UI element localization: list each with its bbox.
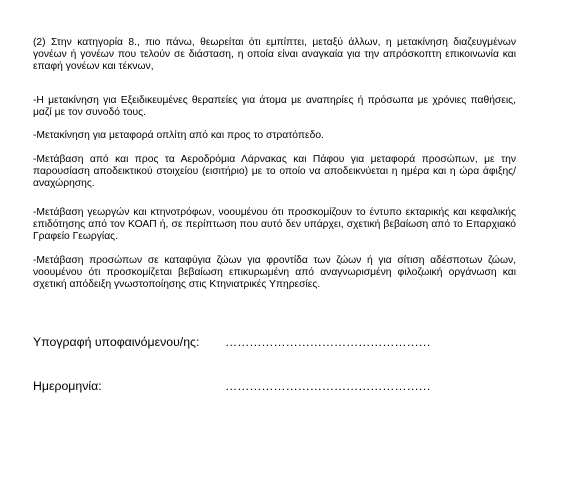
- date-field[interactable]: ……………………………………………: [225, 379, 431, 393]
- signature-field[interactable]: ……………………………………………: [225, 335, 431, 349]
- date-row: [33, 379, 533, 394]
- paragraph-animal-shelters: -Μετάβαση προσώπων σε καταφύγια ζώων για φροντίδα των ζώων ή για σίτιση αδέσποτων ζώων, νοουμένου ότι προσκομίζεται βεβαίωση επικυρωμένη από αναγνωρισμένη φιλοζωική οργάνωση και σχετική απόδειξη γνωστοποίησης στις Κτηνιατρικές Υπηρεσίες.: [33, 255, 516, 290]
- signature-label: Υπογραφή υποφαινόμενου/ης:: [33, 335, 200, 349]
- paragraph-specialized-therapies: -Η μετακίνηση για Εξειδικευμένες θεραπείες για άτομα με αναπηρίες ή πρόσωπα με χρόνιες παθήσεις, μαζί με τον συνοδό τους.: [33, 95, 516, 118]
- paragraph-category-8-note: (2) Στην κατηγορία 8., πιο πάνω, θεωρείται ότι εμπίπτει, μεταξύ άλλων, η μετακίνηση διαζευγμένων γονέων ή γονέων που τελούν σε διάσταση, η οποία είναι αναγκαία για την απρόσκοπτη επικοινωνία και επαφή γονέων και τέκνων,: [33, 37, 516, 72]
- paragraph-farmers-livestock: -Μετάβαση γεωργών και κτηνοτρόφων, νοουμένου ότι προσκομίζουν το έντυπο εκταρικής και κεφαλικής επιδότησης από τον ΚΟΑΠ ή, σε περίπτωση που αυτό δεν υπάρχει, σχετική βεβαίωση από το Επαρχιακό Γραφείο Γεωργίας.: [33, 207, 516, 242]
- paragraph-airport-transfer: -Μετάβαση από και προς τα Αεροδρόμια Λάρνακας και Πάφου για μεταφορά προσώπων, με την παρουσίαση αποδεικτικού στοιχείου (εισιτήριο) με το οποίο να αποδεικνύεται η ημέρα και η ώρα άφιξης/αναχώρησης.: [33, 154, 516, 189]
- date-label: Ημερομηνία:: [33, 379, 102, 393]
- paragraph-soldier-transport: -Μετακίνηση για μεταφορά οπλίτη από και προς το στρατόπεδο.: [33, 130, 324, 141]
- signature-row: [33, 335, 533, 350]
